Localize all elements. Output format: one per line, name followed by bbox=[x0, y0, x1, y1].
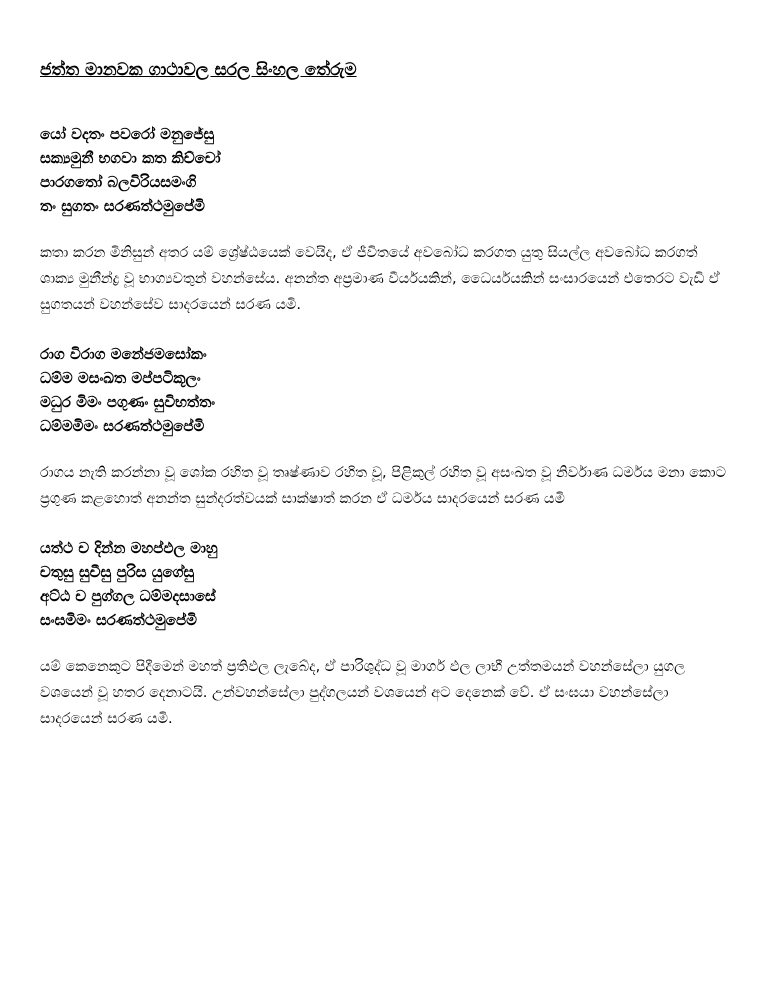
verse-stanza bbox=[40, 536, 730, 632]
section-1 bbox=[40, 122, 730, 318]
verse-line: සක්‍යමුනී භගවා කත කිච්චෝ bbox=[40, 149, 221, 167]
verse-line: ධම්මමිමං සරණත්ථමුපේමි bbox=[40, 417, 205, 435]
verse-line: පාරගතෝ බලවිරියසමංගි bbox=[40, 173, 197, 191]
verse-stanza bbox=[40, 122, 730, 218]
section-3 bbox=[40, 536, 730, 732]
meaning-paragraph: කතා කරන මිනිසුන් අතර යම් ශ්‍රේෂ්ඨයෙක් වෙයිද, ඒ ජීවිතයේ අවබෝධ කරගත යුතු සියල්ල අවබෝධ කරගත් ශාක්‍ය මුනීන්ද්‍ර වූ භාග්‍යවතුන් වහන්සේය. අනන්ත අප්‍රමාණ වීර්යයකින්, ධෛර්යයකින් සංසාරයෙන් එතෙරට වැඩි ඒ සුගතයන් වහන්සේව සාදරයෙන් සරණ යමි. bbox=[40, 245, 720, 313]
verse-line: තං සුගතං සරණත්ථමුපේමි bbox=[40, 197, 205, 215]
verse-line: යෝ වදතං පවරෝ මනුජේසු bbox=[40, 125, 215, 143]
verse-line: මධුර මිමං පගුණං සුවිභත්තං bbox=[40, 393, 216, 411]
verse-line: සංඝමිමං සරණත්ථමුපේමි bbox=[40, 611, 197, 629]
page-title: ජත්ත මානවක ගාථාවල සරල සිංහල තේරුම bbox=[40, 60, 357, 80]
verse-stanza bbox=[40, 342, 730, 438]
verse-line: රාග විරාග මනේජමසෝකං bbox=[40, 345, 207, 363]
section-2 bbox=[40, 342, 730, 512]
meaning-paragraph: යම් කෙනෙකුට පිදීමෙන් මහත් ප්‍රතිඵල ලැබේද, ඒ පාරිශුද්ධ වූ මාර්ග ඵල ලාභී උත්තමයන් වහන්සේලා යුගල වශයෙන් වූ හතර දෙනාටයි. උන්වහන්සේලා පුද්ගලයන් වශයෙන් අට දෙනෙක් වේ. ඒ සංඝයා වහන්සේලා සාදරයෙන් සරණ යමි. bbox=[40, 659, 686, 727]
verse-line: චතුසු සුචීසු පුරිස යුගේසු bbox=[40, 563, 195, 581]
verse-line: ධම්ම මසංඛත මප්පටිකූලං bbox=[40, 369, 201, 387]
verse-line: යත්ථ ච දින්න මහප්ඵල මාහු bbox=[40, 539, 218, 557]
meaning-paragraph: රාගය නැති කරන්නා වූ ශෝක රහිත වූ තෘෂ්ණාව රහිත වූ, පිළිකුල් රහිත වූ අසංඛත වූ නිර්වාණ ධර්මය මනා කොට ප්‍රගුණ කළහොත් අනන්ත සුන්දරත්වයක් සාක්ෂාත් කරන ඒ ධර්මය සාදරයෙන් සරණ යමි bbox=[40, 465, 726, 507]
document-body bbox=[40, 58, 730, 756]
verse-line: අට්ඨ ච පුග්ගල ධම්මදසාසේ bbox=[40, 587, 216, 605]
